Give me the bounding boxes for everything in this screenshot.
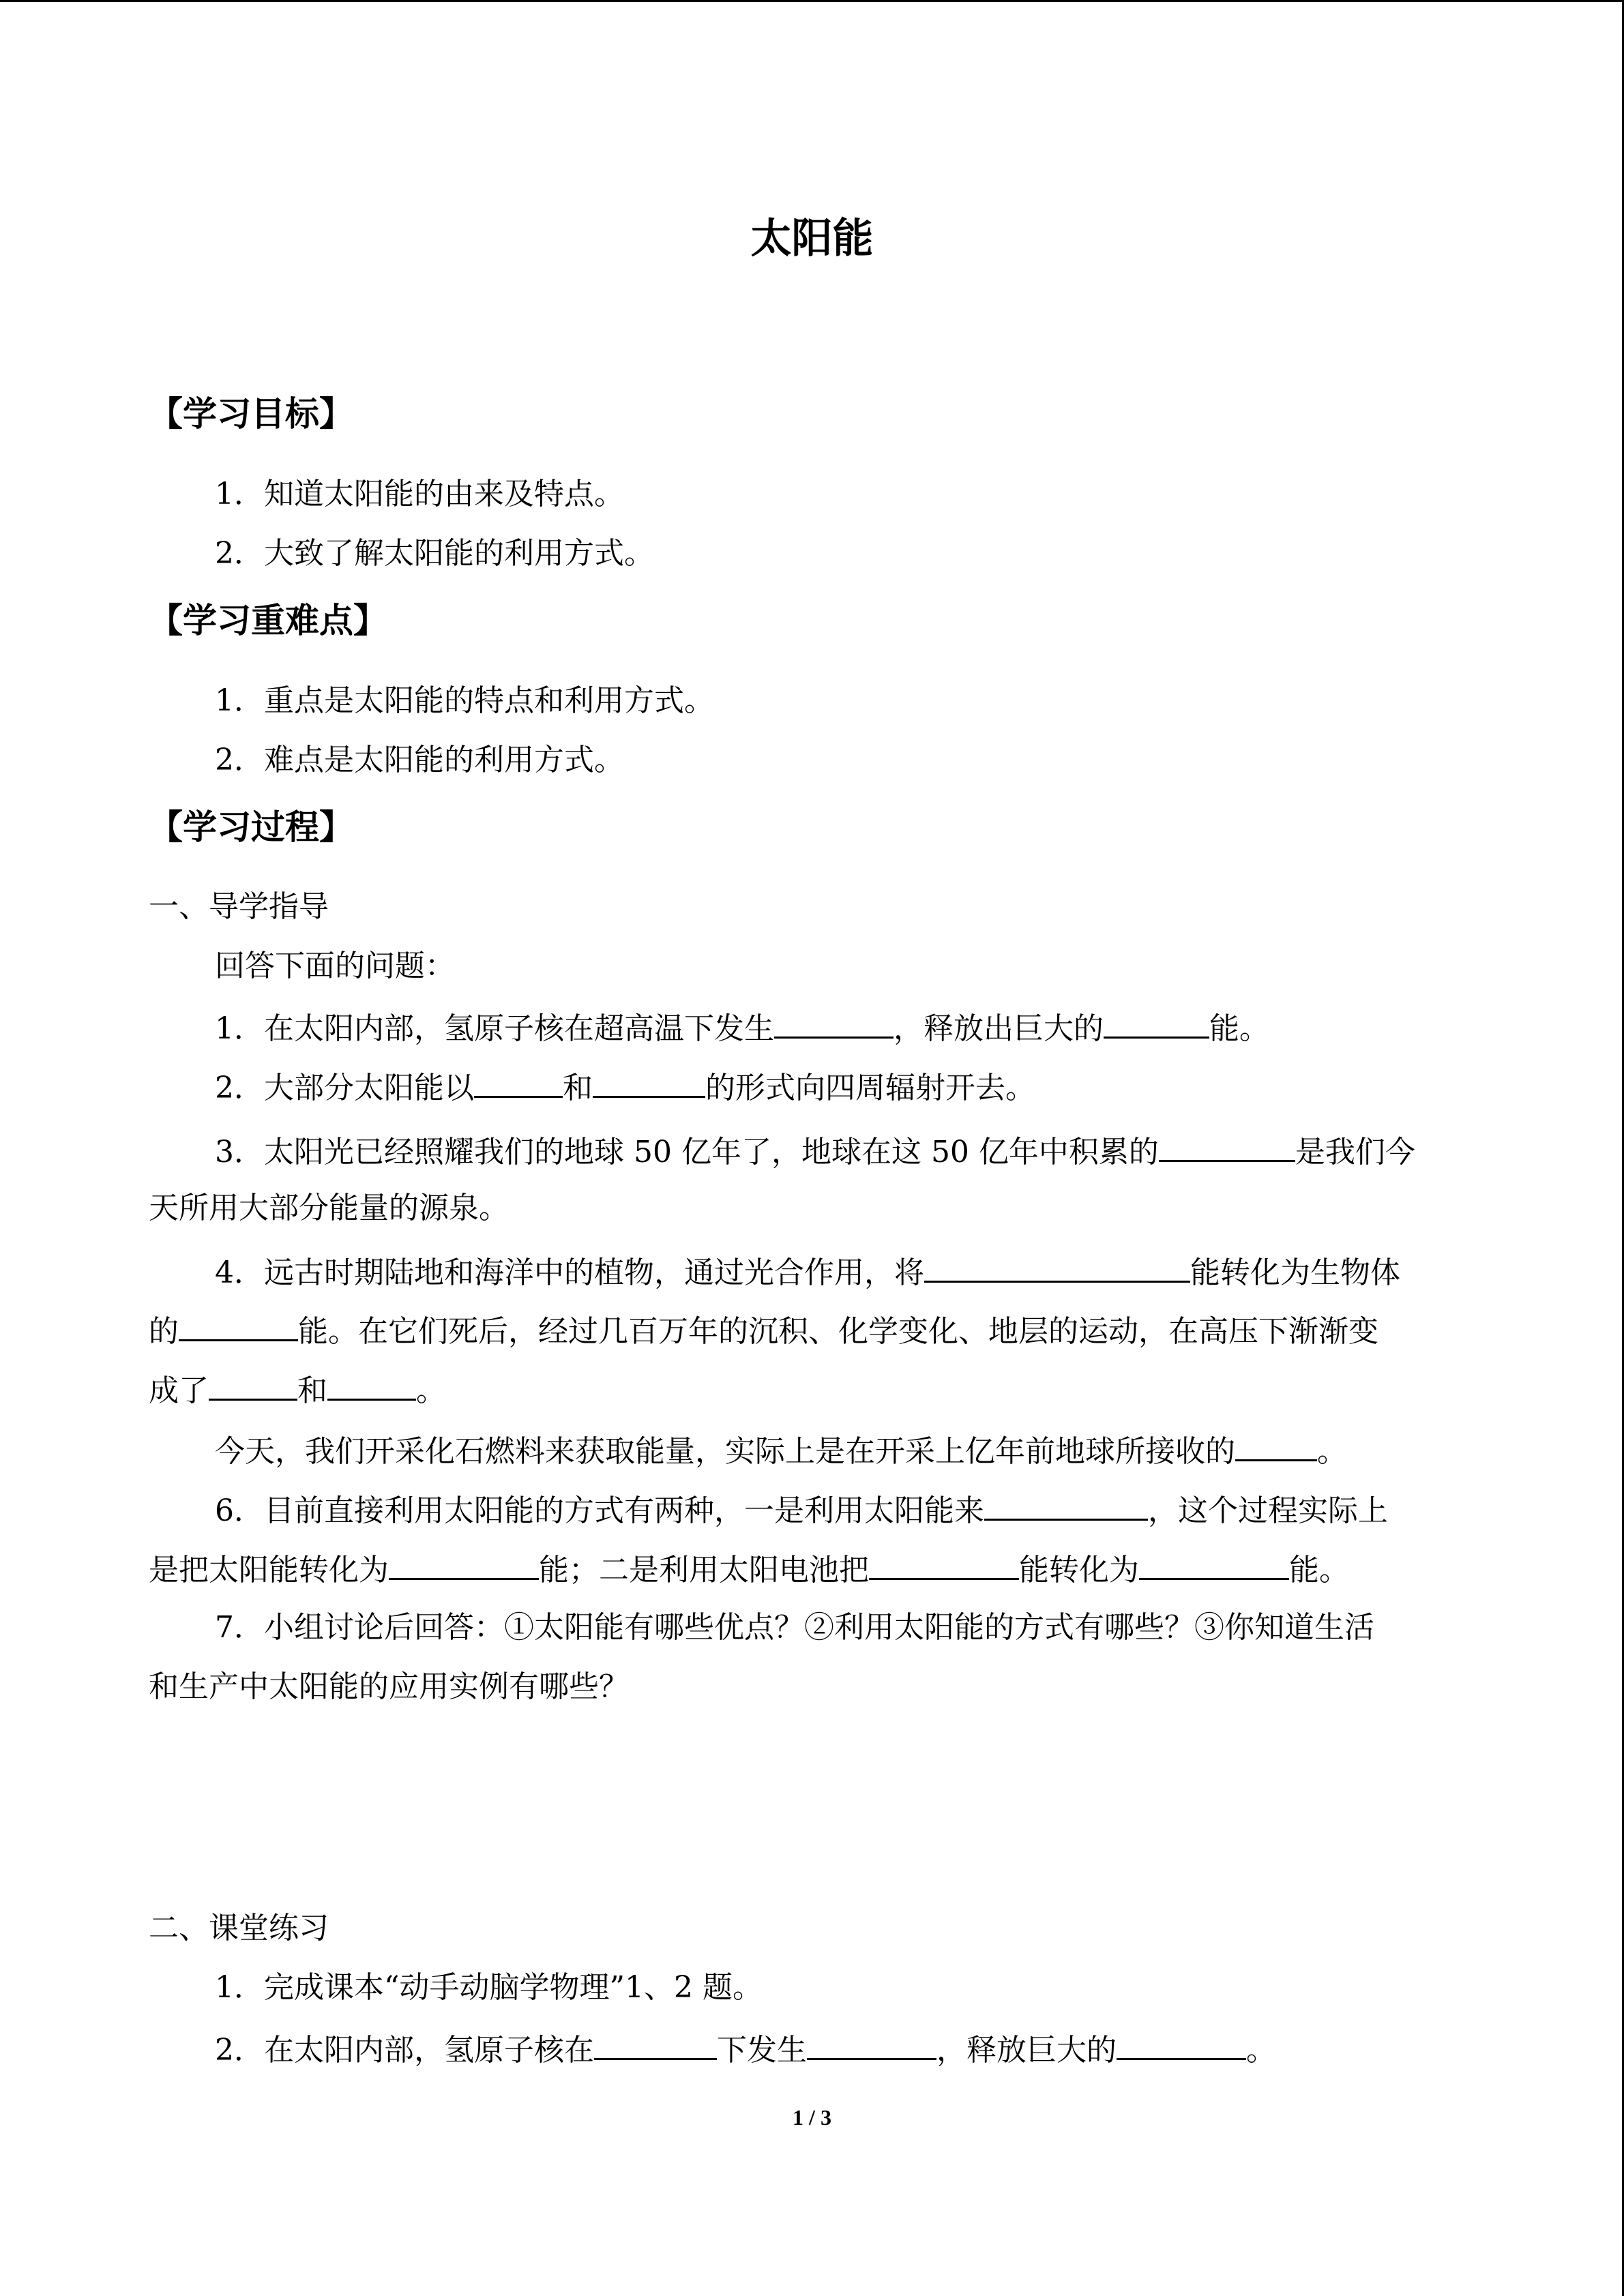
e2-blank-3[interactable] [1117,2027,1246,2060]
exercise-2 [215,2027,1276,2071]
heading-goals: 【学习目标】 [149,394,353,434]
heading-process: 【学习过程】 [149,807,353,847]
question-1 [215,1005,1269,1049]
question-2 [215,1064,1035,1109]
question-7-line-2: 和生产中太阳能的应用实例有哪些？ [149,1669,629,1704]
q2-text-b: 和 [563,1071,593,1105]
question-6-line-2 [149,1547,1349,1591]
goal-item-1: 1．知道太阳能的由来及特点。 [215,477,624,511]
e2-text-b: 下发生 [717,2033,807,2068]
q6-text-d: 能；二是利用太阳电池把 [539,1553,869,1587]
q2-text-a: 2．大部分太阳能以 [215,1071,474,1105]
e2-text-d: 。 [1246,2033,1276,2068]
e2-blank-1[interactable] [594,2027,717,2060]
q3-text-b: 是我们今 [1295,1135,1415,1169]
q1-blank-1[interactable] [774,1005,894,1039]
question-5 [215,1428,1347,1472]
question-3-line-1 [215,1129,1415,1173]
q6-blank-1[interactable] [984,1487,1148,1521]
q6-text-f: 能。 [1289,1553,1349,1587]
q6-blank-4[interactable] [1139,1547,1289,1580]
q6-text-c: 是把太阳能转化为 [149,1553,389,1587]
part1-intro: 回答下面的问题： [215,949,455,983]
q2-text-c: 的形式向四周辐射开去。 [705,1071,1035,1105]
q4-blank-4[interactable] [327,1367,416,1401]
key-point-item-2: 2．难点是太阳能的利用方式。 [215,743,624,777]
q6-text-e: 能转化为 [1019,1553,1139,1587]
heading-key-points: 【学习重难点】 [149,601,387,640]
q4-blank-3[interactable] [209,1367,297,1401]
q4-text-a: 4．远古时期陆地和海洋中的植物，通过光合作用，将 [215,1255,924,1290]
q4-text-d: 能。在它们死后，经过几百万年的沉积、化学变化、地层的运动，在高压下渐渐变 [298,1314,1378,1349]
q2-blank-2[interactable] [593,1064,705,1098]
q1-text-c: 能。 [1209,1011,1269,1046]
q3-blank-1[interactable] [1159,1129,1295,1162]
part2-title: 二、课堂练习 [149,1911,329,1945]
question-4-line-1 [215,1249,1400,1294]
q5-text-a: 今天，我们开采化石燃料来获取能量，实际上是在开采上亿年前地球所接收的 [215,1434,1235,1469]
q3-text-a: 3．太阳光已经照耀我们的地球 50 亿年了，地球在这 50 亿年中积累的 [215,1135,1159,1169]
page-number: 1 / 3 [793,2105,831,2130]
q4-text-b: 能转化为生物体 [1190,1255,1400,1290]
q4-text-g: 。 [416,1373,446,1408]
q6-text-b: ，这个过程实际上 [1148,1493,1388,1528]
question-4-line-2 [149,1308,1378,1352]
q1-blank-2[interactable] [1104,1005,1209,1039]
q1-text-b: ，释放出巨大的 [894,1011,1104,1046]
question-4-line-3 [149,1367,446,1412]
e2-text-a: 2．在太阳内部，氢原子核在 [215,2033,594,2068]
question-6-line-1 [215,1487,1388,1532]
top-border-line [0,0,1624,2]
goal-item-2: 2．大致了解太阳能的利用方式。 [215,536,654,571]
question-7-line-1: 7．小组讨论后回答：①太阳能有哪些优点？②利用太阳能的方式有哪些？③你知道生活 [215,1610,1374,1645]
key-point-item-1: 1．重点是太阳能的特点和利用方式。 [215,683,714,718]
page-title: 太阳能 [750,215,874,263]
e2-blank-2[interactable] [807,2027,936,2060]
q4-blank-2[interactable] [179,1308,298,1341]
e2-text-c: ，释放巨大的 [936,2033,1117,2068]
q6-text-a: 6．目前直接利用太阳能的方式有两种，一是利用太阳能来 [215,1493,984,1528]
q6-blank-2[interactable] [389,1547,539,1580]
q4-text-c: 的 [149,1314,179,1349]
exercise-1: 1．完成课本“动手动脑学物理”1、2 题。 [215,1970,763,2005]
q4-text-e: 成了 [149,1373,209,1408]
q4-text-f: 和 [297,1373,327,1408]
q1-text-a: 1．在太阳内部，氢原子核在超高温下发生 [215,1011,774,1046]
q5-blank-1[interactable] [1235,1428,1317,1461]
q6-blank-3[interactable] [869,1547,1019,1580]
question-3-line-2: 天所用大部分能量的源泉。 [149,1191,509,1225]
q5-text-b: 。 [1317,1434,1347,1469]
part1-title: 一、导学指导 [149,889,329,924]
q2-blank-1[interactable] [474,1064,563,1098]
q4-blank-1[interactable] [924,1249,1190,1283]
